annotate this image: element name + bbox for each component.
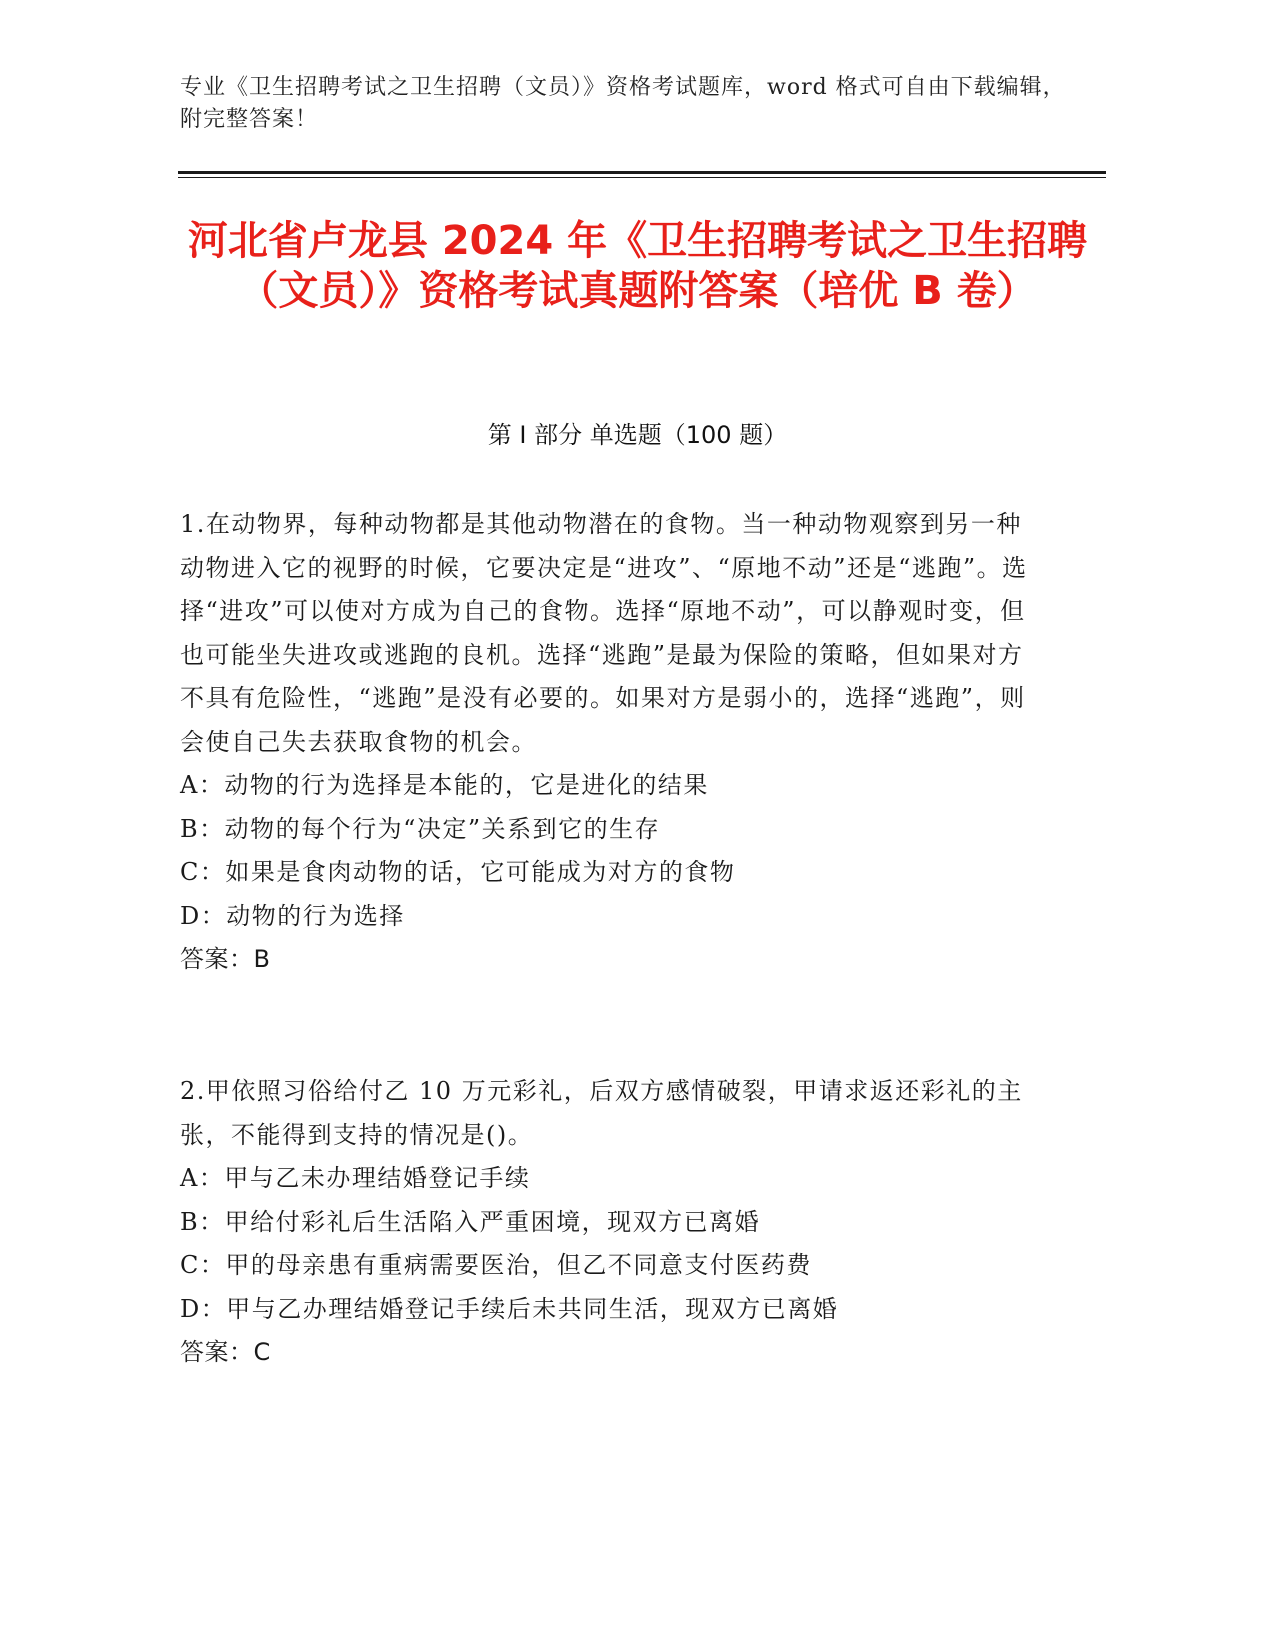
question-1 (180, 503, 1040, 982)
option-c: C：如果是食肉动物的话，它可能成为对方的食物 (180, 858, 736, 886)
section-heading: 第 I 部分 单选题（100 题） (487, 421, 788, 449)
question-stem: 1.在动物界，每种动物都是其他动物潜在的食物。当一种动物观察到另一种动物进入它的视野的时候，它要决定是“进攻”、“原地不动”还是“逃跑”。选择“进攻”可以使对方成为自己的食物。选择“原地不动”，可以静观时变，但也可能坐失进攻或逃跑的良机。选择“逃跑”是最为保险的策略，但如果对方不具有危险性，“逃跑”是没有必要的。如果对方是弱小的，选择“逃跑”，则会使自己失去获取食物的机会。 (180, 510, 1028, 756)
answer-label: 答案：B (180, 945, 271, 973)
option-b: B：甲给付彩礼后生活陷入严重困境，现双方已离婚 (180, 1207, 761, 1236)
header-note: 专业《卫生招聘考试之卫生招聘（文员）》资格考试题库，word 格式可自由下载编辑，附完整答案！ (180, 75, 1066, 132)
option-a: A：动物的行为选择是本能的，它是进化的结果 (180, 771, 709, 799)
header-divider-thick (178, 171, 1106, 174)
option-d: D：动物的行为选择 (180, 901, 405, 930)
header-divider-thin (178, 177, 1106, 178)
option-c: C：甲的母亲患有重病需要医治，但乙不同意支付医药费 (180, 1251, 812, 1279)
document-title: 河北省卢龙县 2024 年《卫生招聘考试之卫生招聘（文员）》资格考试真题附答案（培优 B 卷） (187, 218, 1088, 314)
answer-label: 答案：C (180, 1338, 271, 1366)
question-stem: 2.甲依照习俗给付乙 10 万元彩礼，后双方感情破裂，甲请求返还彩礼的主张，不能得到支持的情况是()。 (180, 1077, 1023, 1149)
question-2 (180, 1070, 1040, 1375)
option-d: D：甲与乙办理结婚登记手续后未共同生活，现双方已离婚 (180, 1294, 839, 1323)
option-b: B：动物的每个行为“决定”关系到它的生存 (180, 814, 661, 843)
option-a: A：甲与乙未办理结婚登记手续 (180, 1164, 531, 1192)
